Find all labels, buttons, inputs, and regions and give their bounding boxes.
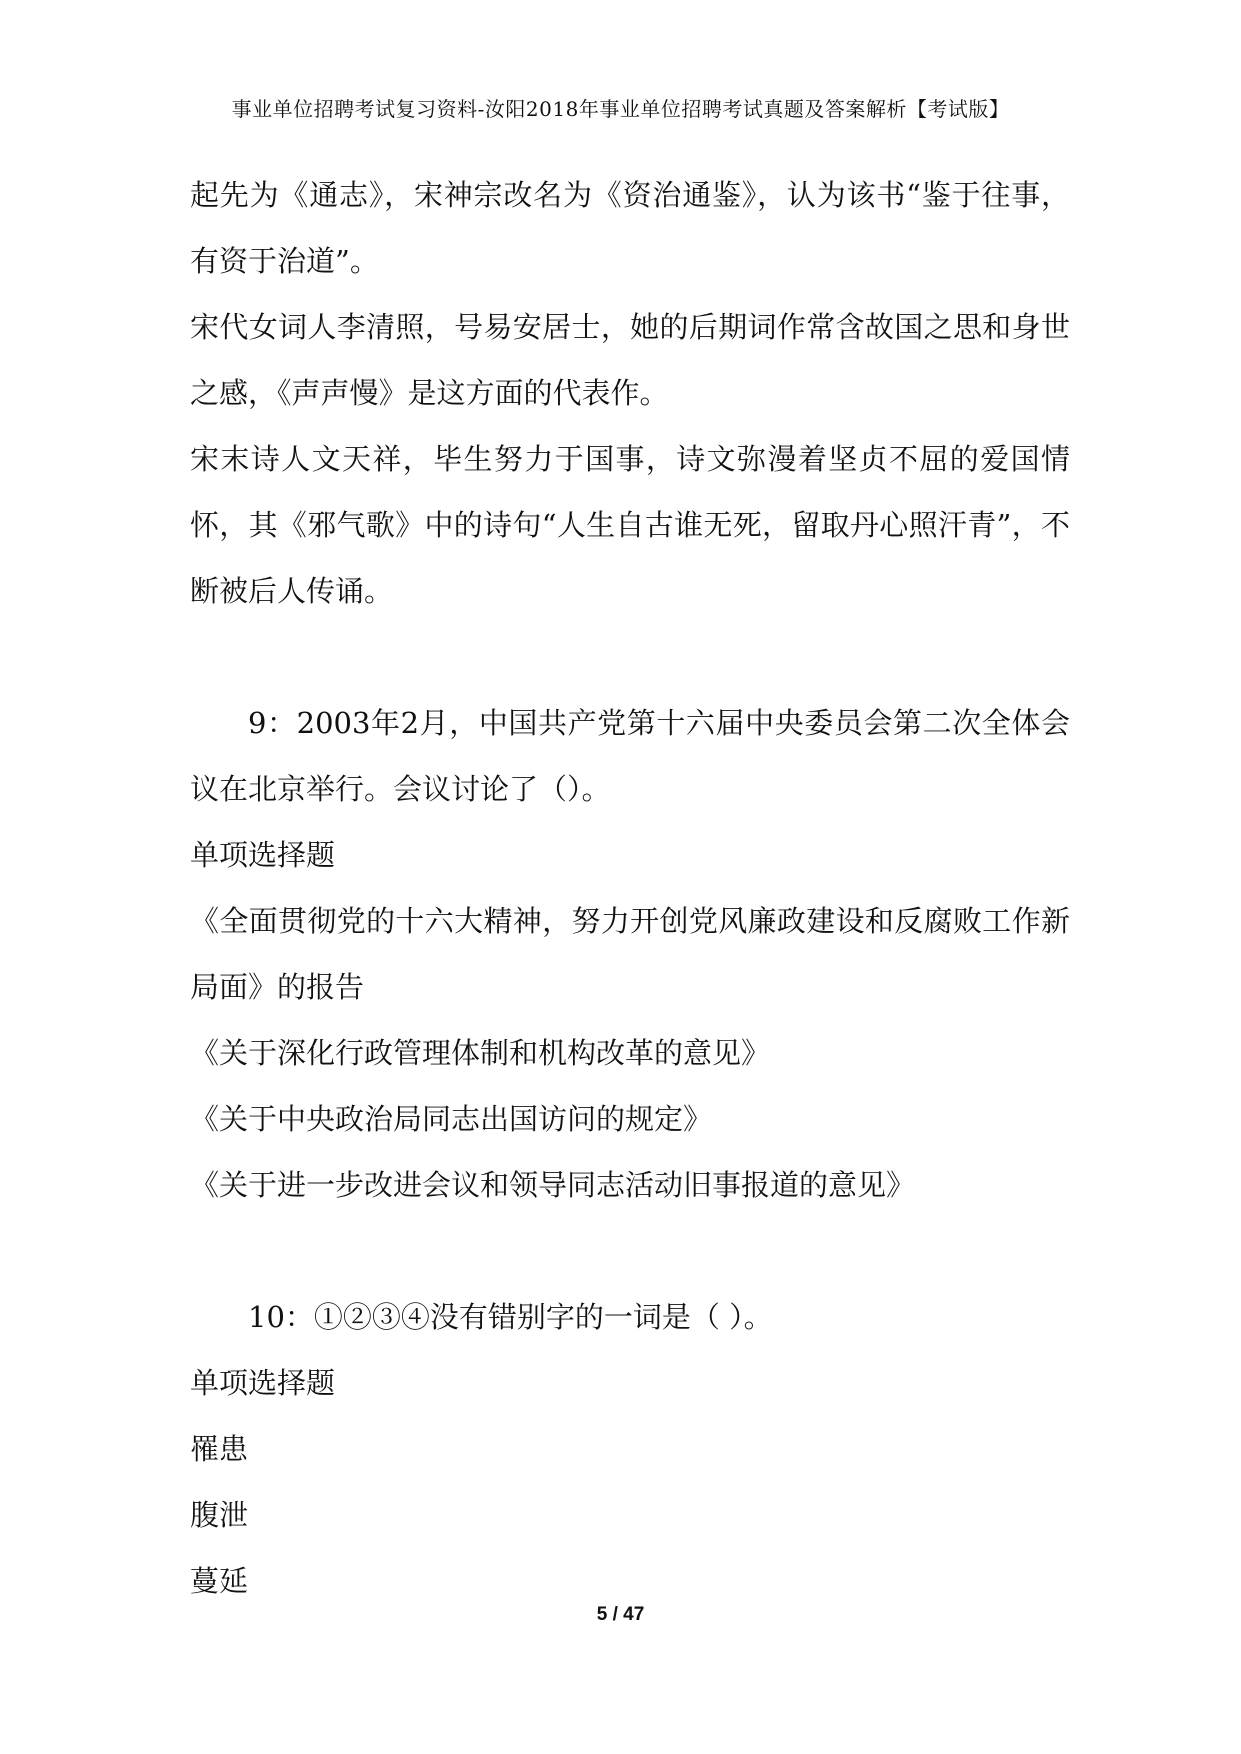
answer-option-b[interactable]: 腹泄 — [190, 1498, 249, 1532]
body-paragraph: 宋末诗人文天祥，毕生努力于国事，诗文弥漫着坚贞不屈的爱国情怀，其《邪气歌》中的诗句“人生自古谁无死，留取丹心照汗青”，不断被后人传诵。 — [190, 442, 1070, 608]
question-10 — [190, 1284, 1070, 1614]
body-paragraph: 宋代女词人李清照，号易安居士，她的后期词作常含故国之思和身世之感，《声声慢》是这方面的代表作。 — [190, 310, 1070, 410]
answer-option-a[interactable]: 罹患 — [190, 1432, 249, 1466]
question-stem: 10：①②③④没有错别字的一词是（ ）。 — [248, 1300, 773, 1334]
answer-option-c[interactable]: 蔓延 — [190, 1564, 249, 1598]
page-content — [190, 162, 1070, 1614]
question-type: 单项选择题 — [190, 1366, 336, 1400]
answer-option-d[interactable]: 《关于进一步改进会议和领导同志活动旧事报道的意见》 — [190, 1168, 916, 1202]
question-9 — [190, 690, 1070, 1218]
question-stem: 9：2003年2月，中国共产党第十六届中央委员会第二次全体会议在北京举行。会议讨论了（）。 — [190, 706, 1070, 806]
question-type: 单项选择题 — [190, 838, 336, 872]
page-header: 事业单位招聘考试复习资料-汝阳2018年事业单位招聘考试真题及答案解析【考试版】 — [231, 97, 1010, 121]
page-number: 5 / 47 — [596, 1604, 645, 1625]
body-paragraph: 起先为《通志》，宋神宗改名为《资治通鉴》，认为该书“鉴于往事，有资于治道”。 — [190, 178, 1070, 278]
answer-option-b[interactable]: 《关于深化行政管理体制和机构改革的意见》 — [190, 1036, 771, 1070]
answer-option-c[interactable]: 《关于中央政治局同志出国访问的规定》 — [190, 1102, 713, 1136]
section-spacer — [190, 624, 1070, 690]
section-spacer — [190, 1218, 1070, 1284]
answer-option-a[interactable]: 《全面贯彻党的十六大精神，努力开创党风廉政建设和反腐败工作新局面》的报告 — [190, 904, 1070, 1004]
